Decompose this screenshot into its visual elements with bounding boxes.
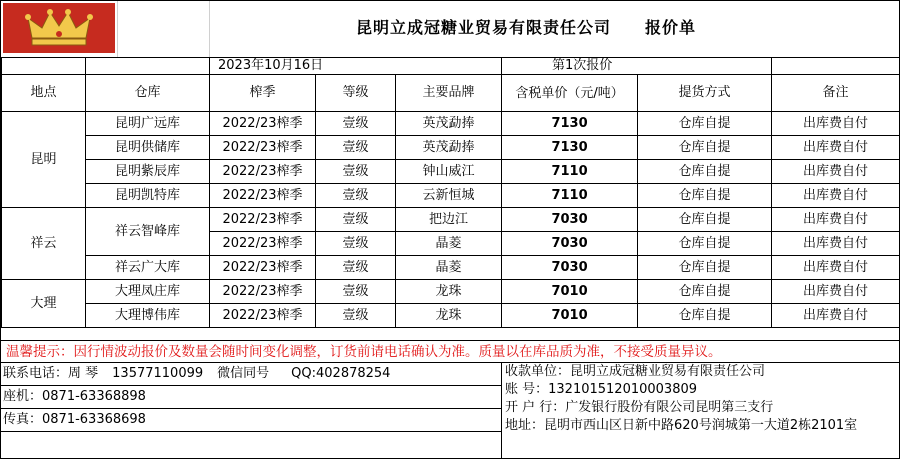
contact-block: [1, 362, 501, 459]
season-cell: 2022/23榨季: [210, 208, 316, 232]
pickup-cell: 仓库自提: [638, 136, 772, 160]
pickup-cell: 仓库自提: [638, 280, 772, 304]
warehouse-cell: 大理凤庄库: [86, 280, 210, 304]
table-row: [2, 256, 900, 280]
season-cell: 2022/23榨季: [210, 304, 316, 328]
price-cell: 7110: [502, 160, 638, 184]
grade-cell: 壹级: [316, 184, 396, 208]
brand-cell: 英茂勐捧: [396, 112, 502, 136]
quote-round: 第1次报价: [502, 58, 772, 75]
payee-unit: 收款单位：昆明立成冠糖业贸易有限责任公司: [505, 364, 766, 379]
crown-icon: [24, 8, 94, 48]
price-cell: 7130: [502, 112, 638, 136]
contact-phone-row: [1, 363, 501, 386]
season-cell: 2022/23榨季: [210, 112, 316, 136]
fax-row: 传真：0871-63368698: [1, 409, 501, 432]
quote-date: 2023年10月16日: [210, 58, 502, 75]
wechat-note: 微信同号: [217, 366, 270, 381]
doc-title: 报价单: [645, 18, 697, 37]
season-cell: 2022/23榨季: [210, 160, 316, 184]
grade-cell: 壹级: [316, 136, 396, 160]
table-row: [2, 136, 900, 160]
grade-cell: 壹级: [316, 304, 396, 328]
price-cell: 7010: [502, 304, 638, 328]
brand-cell: 晶菱: [396, 232, 502, 256]
landline-row: 座机：0871-63368898: [1, 386, 501, 409]
note-cell: 出库费自付: [772, 160, 900, 184]
brand-cell: 龙珠: [396, 280, 502, 304]
brand-cell: 晶菱: [396, 256, 502, 280]
grade-cell: 壹级: [316, 280, 396, 304]
price-cell: 7030: [502, 256, 638, 280]
table-row: [2, 184, 900, 208]
payee-bank: 开 户 行：广发银行股份有限公司昆明第三支行: [505, 400, 774, 415]
column-header: 等级: [316, 75, 396, 112]
pickup-cell: 仓库自提: [638, 112, 772, 136]
column-header: 地点: [2, 75, 86, 112]
season-cell: 2022/23榨季: [210, 280, 316, 304]
grade-cell: 壹级: [316, 208, 396, 232]
grade-cell: 壹级: [316, 160, 396, 184]
season-cell: 2022/23榨季: [210, 184, 316, 208]
contact-phone: 13577110099: [112, 366, 204, 381]
warehouse-cell: 大理博伟库: [86, 304, 210, 328]
price-cell: 7110: [502, 184, 638, 208]
season-cell: 2022/23榨季: [210, 256, 316, 280]
notice-text: 温馨提示：因行情波动报价及数量会随时间变化调整，订货前请电话确认为准。质量以在库品质为准，不接受质量异议。: [1, 340, 899, 362]
price-table: [1, 57, 900, 328]
location-cell: 昆明: [2, 112, 86, 208]
note-cell: 出库费自付: [772, 136, 900, 160]
payee-account: 账 号：132101512010003809: [505, 382, 698, 397]
location-cell: 大理: [2, 280, 86, 328]
brand-cell: 云新恒城: [396, 184, 502, 208]
pickup-cell: 仓库自提: [638, 232, 772, 256]
page-title: [356, 15, 696, 38]
column-header: 提货方式: [638, 75, 772, 112]
location-cell: 祥云: [2, 208, 86, 280]
payee-address: 地址：昆明市西山区日新中路620号润城第一大道2栋2101室: [505, 418, 858, 433]
grade-cell: 壹级: [316, 112, 396, 136]
price-cell: 7030: [502, 232, 638, 256]
payee-block: [501, 362, 899, 458]
brand-cell: 龙珠: [396, 304, 502, 328]
header: [1, 1, 899, 57]
table-row: [2, 112, 900, 136]
price-cell: 7010: [502, 280, 638, 304]
grade-cell: 壹级: [316, 256, 396, 280]
pickup-cell: 仓库自提: [638, 184, 772, 208]
info-row: [2, 58, 900, 75]
brand-cell: 把边江: [396, 208, 502, 232]
contact-person: 周 琴: [68, 366, 99, 381]
note-cell: 出库费自付: [772, 208, 900, 232]
qq-number: QQ:402878254: [291, 366, 391, 381]
warehouse-cell: 祥云广大库: [86, 256, 210, 280]
pickup-cell: 仓库自提: [638, 304, 772, 328]
pickup-cell: 仓库自提: [638, 256, 772, 280]
company-name: 昆明立成冠糖业贸易有限责任公司: [356, 18, 612, 37]
note-cell: 出库费自付: [772, 256, 900, 280]
column-header: 仓库: [86, 75, 210, 112]
table-row: [2, 208, 900, 232]
note-cell: 出库费自付: [772, 232, 900, 256]
warehouse-cell: 昆明紫辰库: [86, 160, 210, 184]
grade-cell: 壹级: [316, 232, 396, 256]
phone-label: 联系电话：: [3, 366, 69, 381]
warehouse-cell: 昆明凯特库: [86, 184, 210, 208]
note-cell: 出库费自付: [772, 280, 900, 304]
season-cell: 2022/23榨季: [210, 136, 316, 160]
brand-cell: 钟山威江: [396, 160, 502, 184]
table-row: [2, 280, 900, 304]
price-cell: 7030: [502, 208, 638, 232]
logo: [3, 3, 115, 53]
table-row: [2, 160, 900, 184]
pickup-cell: 仓库自提: [638, 208, 772, 232]
note-cell: 出库费自付: [772, 184, 900, 208]
brand-cell: 英茂勐捧: [396, 136, 502, 160]
table-row: [2, 304, 900, 328]
header-row: [2, 75, 900, 112]
price-cell: 7130: [502, 136, 638, 160]
warehouse-cell: 祥云智峰库: [86, 208, 210, 256]
season-cell: 2022/23榨季: [210, 232, 316, 256]
column-header: 榨季: [210, 75, 316, 112]
column-header: 主要品牌: [396, 75, 502, 112]
pickup-cell: 仓库自提: [638, 160, 772, 184]
column-header: 含税单价（元/吨）: [502, 75, 638, 112]
note-cell: 出库费自付: [772, 112, 900, 136]
warehouse-cell: 昆明供储库: [86, 136, 210, 160]
note-cell: 出库费自付: [772, 304, 900, 328]
warehouse-cell: 昆明广远库: [86, 112, 210, 136]
column-header: 备注: [772, 75, 900, 112]
